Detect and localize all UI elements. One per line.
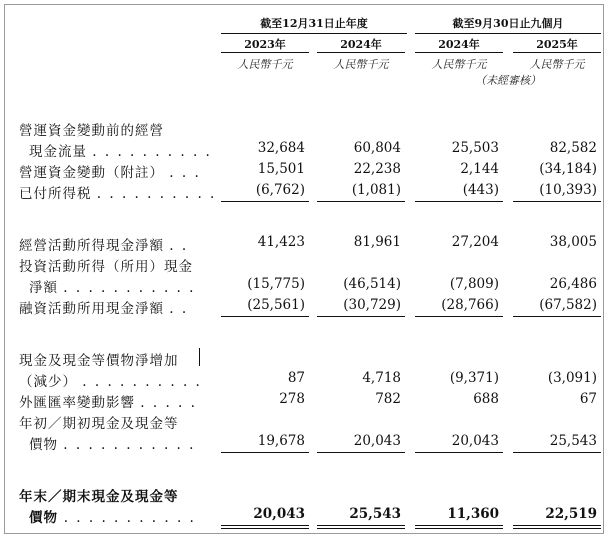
value-cell: 27,204 [451,234,499,250]
year-header: 2025年 [536,38,578,51]
value-cell: 25,543 [549,433,597,449]
value-cell: (15,775) [247,276,305,292]
row-label: 經營活動所得現金淨額 . . [19,238,189,254]
total-value-cell: 11,360 [447,506,499,522]
period-header-year: 截至12月31日止年度 [260,17,368,30]
row-label: 價物 . . . . . . . . . . . [29,437,196,453]
year-rule [317,52,405,53]
value-cell: 60,804 [353,140,401,156]
unit-label: 人民幣千元 [431,58,487,71]
value-cell: (9,371) [449,370,499,386]
value-cell: 278 [279,391,305,407]
value-cell: 67 [579,391,597,407]
value-cell: (6,762) [255,182,305,198]
value-cell: 26,486 [549,276,597,292]
subtotal-rule [513,452,601,453]
subtotal-rule [221,201,309,202]
value-cell: 25,503 [451,140,499,156]
unit-label: 人民幣千元 [333,58,389,71]
row-label: 已付所得税 . . . . . . . . . . [19,186,217,202]
year-header: 2024年 [438,38,480,51]
row-label: 外匯匯率變動影響 . . . . . [19,395,197,411]
row-label: 現金流量 . . . . . . . . . . [29,144,212,160]
row-label: 淨額 . . . . . . . . . . . [29,280,196,296]
subtotal-rule [221,452,309,453]
value-cell: (67,582) [539,297,597,313]
value-cell: (46,514) [343,276,401,292]
year-rule [513,52,601,53]
period-header-nine-months: 截至9月30日止九個月 [452,17,564,30]
year-rule [415,52,503,53]
total-double-rule [513,525,601,529]
value-cell: 32,684 [257,140,305,156]
subtotal-rule [317,316,405,317]
total-value-cell: 22,519 [545,506,597,522]
year-header: 2023年 [244,38,286,51]
header-rule [415,33,601,34]
subtotal-rule [221,316,309,317]
value-cell: 20,043 [451,433,499,449]
value-cell: 22,238 [353,161,401,177]
row-label: 年末／期末現金及現金等 [19,489,179,505]
subtotal-rule [513,201,601,202]
subtotal-rule [513,316,601,317]
subtotal-rule [415,316,503,317]
row-label: 營運資金變動（附註） . . . [19,165,201,181]
value-cell: (3,091) [547,370,597,386]
row-label: 營運資金變動前的經營 [19,123,164,139]
value-cell: 4,718 [362,370,401,386]
value-cell: (30,729) [343,297,401,313]
value-cell: (25,561) [247,297,305,313]
value-cell: 81,961 [353,234,401,250]
value-cell: (7,809) [449,276,499,292]
unaudited-note: （未經審核） [475,74,541,87]
value-cell: 38,005 [549,234,597,250]
total-value-cell: 20,043 [253,506,305,522]
text-cursor [199,348,200,366]
value-cell: 688 [473,391,499,407]
value-cell: (443) [462,182,499,198]
unit-label: 人民幣千元 [529,58,585,71]
row-label: 融資活動所用現金淨額 . . [19,301,189,317]
value-cell: 15,501 [257,161,305,177]
value-cell: 41,423 [257,234,305,250]
row-label: 投資活動所得（所用）現金 [19,259,193,275]
subtotal-rule [415,452,503,453]
cash-flow-table [4,4,604,534]
subtotal-rule [415,201,503,202]
value-cell: (34,184) [539,161,597,177]
subtotal-rule [317,452,405,453]
value-cell: 87 [287,370,305,386]
year-rule [221,52,309,53]
total-value-cell: 25,543 [349,506,401,522]
value-cell: (28,766) [441,297,499,313]
value-cell: 20,043 [353,433,401,449]
value-cell: 2,144 [460,161,499,177]
total-double-rule [221,525,309,529]
total-double-rule [415,525,503,529]
year-header: 2024年 [340,38,382,51]
unit-label: 人民幣千元 [237,58,293,71]
value-cell: 782 [375,391,401,407]
row-label: 年初／期初現金及現金等 [19,416,179,432]
row-label: 現金及現金等價物淨增加 [19,353,179,369]
row-label: 價物 . . . . . . . . . . . [29,510,196,526]
value-cell: 82,582 [549,140,597,156]
row-label: （減少） . . . . . . . . . . [19,374,202,390]
value-cell: (10,393) [539,182,597,198]
header-rule [221,33,407,34]
value-cell: 19,678 [257,433,305,449]
total-double-rule [317,525,405,529]
subtotal-rule [317,201,405,202]
value-cell: (1,081) [351,182,401,198]
